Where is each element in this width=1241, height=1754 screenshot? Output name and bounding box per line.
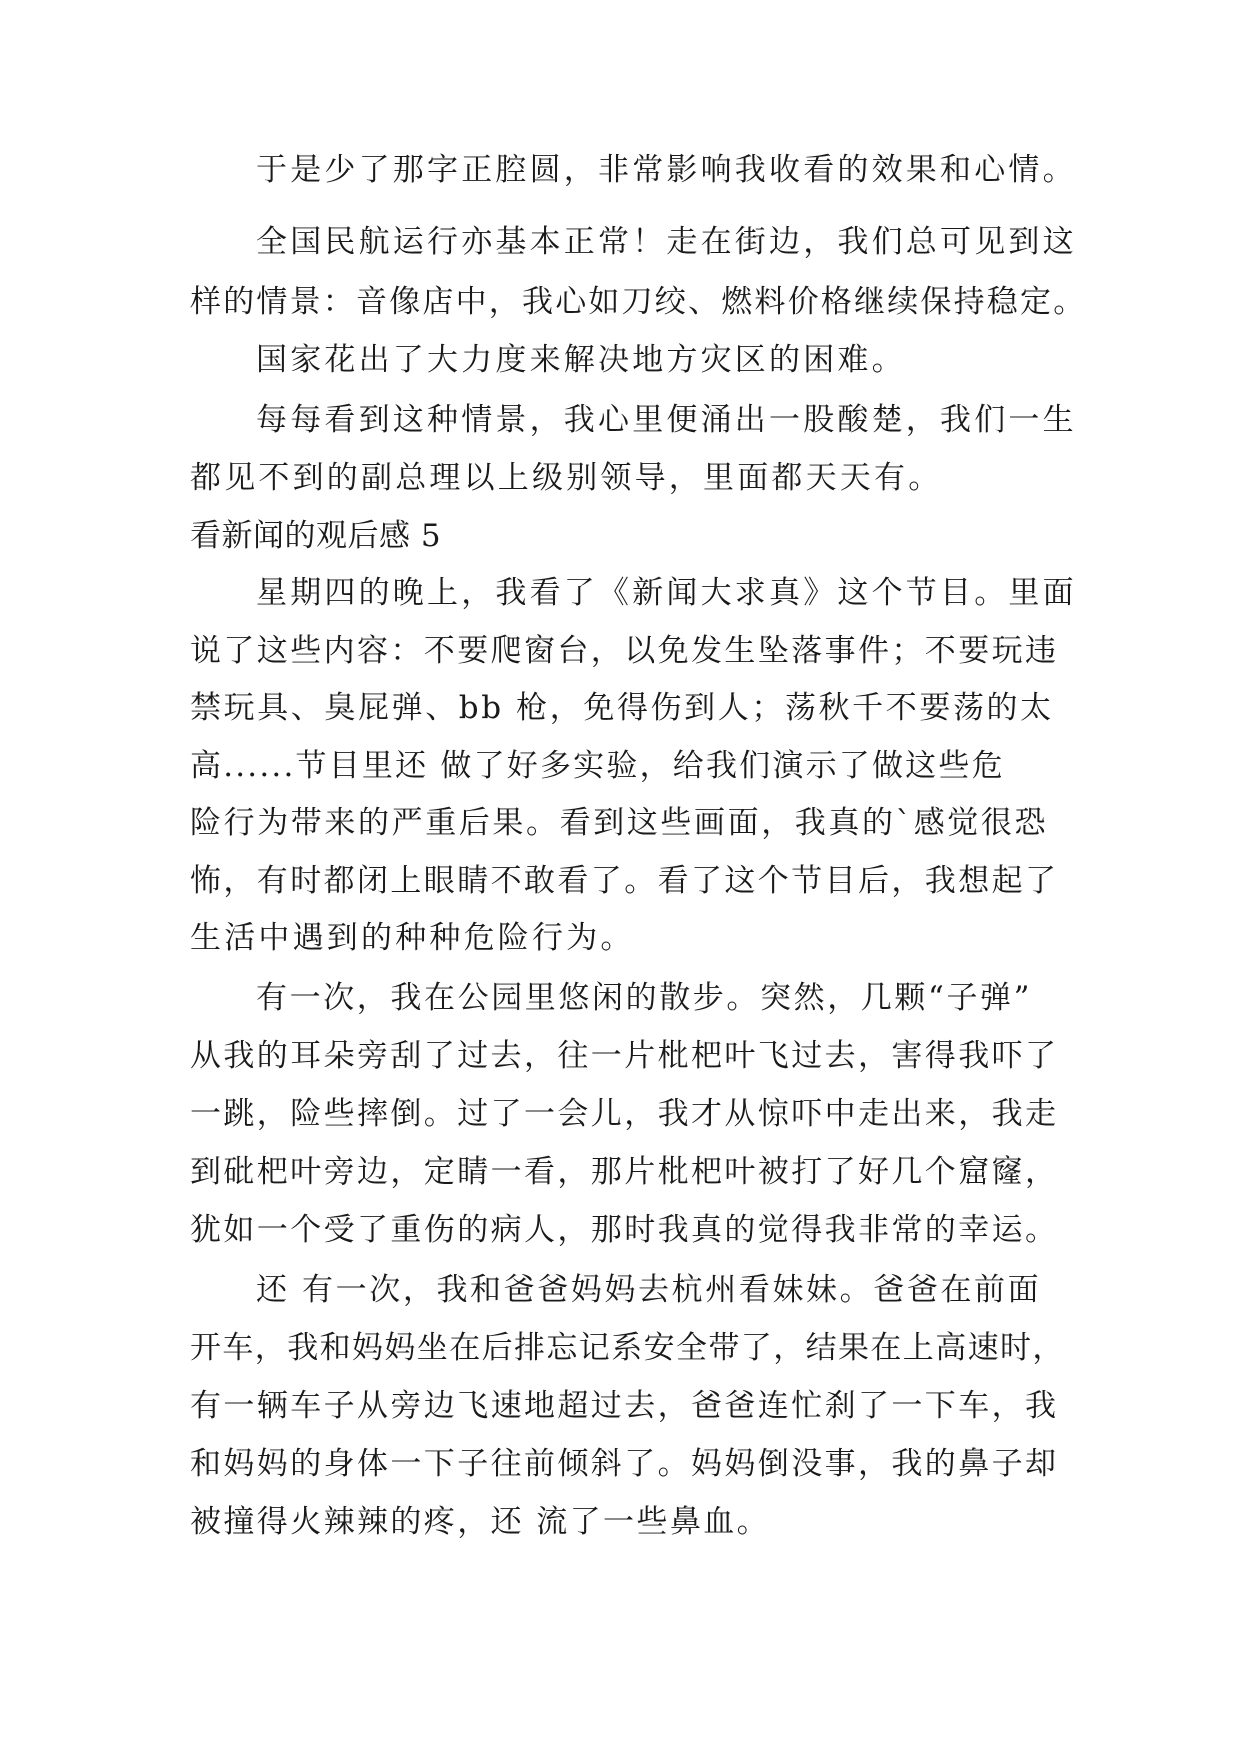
paragraph-line: 生活中遇到的种种危险行为。 — [190, 920, 635, 956]
paragraph-line: 说了这些内容：不要爬窗台，以免发生坠落事件；不要玩违 — [190, 633, 1059, 669]
paragraph-line: 怖，有时都闭上眼睛不敢看了。看了这个节目后，我想起了 — [190, 863, 1059, 899]
paragraph-line: 开车，我和妈妈坐在后排忘记系安全带了，结果在上高速时， — [190, 1330, 1065, 1366]
paragraph-line: 有一辆车子从旁边飞速地超过去，爸爸连忙刹了一下车，我 — [190, 1388, 1059, 1424]
paragraph-line: 犹如一个受了重伤的病人，那时我真的觉得我非常的幸运。 — [190, 1212, 1059, 1248]
paragraph-line: 和妈妈的身体一下子往前倾斜了。妈妈倒没事，我的鼻子却 — [190, 1446, 1059, 1482]
paragraph-line: 险行为带来的严重后果。看到这些画面，我真的`感觉很恐 — [190, 805, 1049, 841]
paragraph-line: 一跳，险些摔倒。过了一会儿，我才从惊吓中走出来，我走 — [190, 1096, 1059, 1132]
paragraph-line: 国家花出了大力度来解决地方灾区的困难。 — [256, 342, 906, 378]
paragraph-line: 有一次，我在公园里悠闲的散步。突然，几颗“子弹” — [256, 980, 1033, 1016]
paragraph-line: 还 有一次，我和爸爸妈妈去杭州看妹妹。爸爸在前面 — [256, 1272, 1042, 1308]
paragraph-line: 高......节目里还 做了好多实验，给我们演示了做这些危 — [190, 748, 1005, 784]
paragraph-line: 全国民航运行亦基本正常！走在街边，我们总可见到这 — [256, 224, 1077, 260]
paragraph-line: 于是少了那字正腔圆，非常影响我收看的效果和心情。 — [256, 152, 1077, 188]
paragraph-line: 样的情景：音像店中，我心如刀绞、燃料价格继续保持稳定。 — [190, 284, 1087, 320]
paragraph-line: 星期四的晚上，我看了《新闻大求真》这个节目。里面 — [256, 575, 1077, 611]
paragraph-line: 被撞得火辣辣的疼，还 流了一些鼻血。 — [190, 1504, 771, 1540]
paragraph-line: 都见不到的副总理以上级别领导，里面都天天有。 — [190, 460, 943, 496]
paragraph-line: 从我的耳朵旁刮了过去，往一片枇杷叶飞过去，害得我吓了 — [190, 1038, 1059, 1074]
paragraph-line: 到砒杷叶旁边，定睛一看，那片枇杷叶被打了好几个窟窿， — [190, 1154, 1059, 1190]
paragraph-line: 禁玩具、臭屁弹、bb 枪，免得伤到人；荡秋千不要荡的太 — [190, 690, 1054, 726]
paragraph-line: 每每看到这种情景，我心里便涌出一股酸楚，我们一生 — [256, 402, 1077, 438]
section-heading: 看新闻的观后感 5 — [190, 518, 442, 554]
